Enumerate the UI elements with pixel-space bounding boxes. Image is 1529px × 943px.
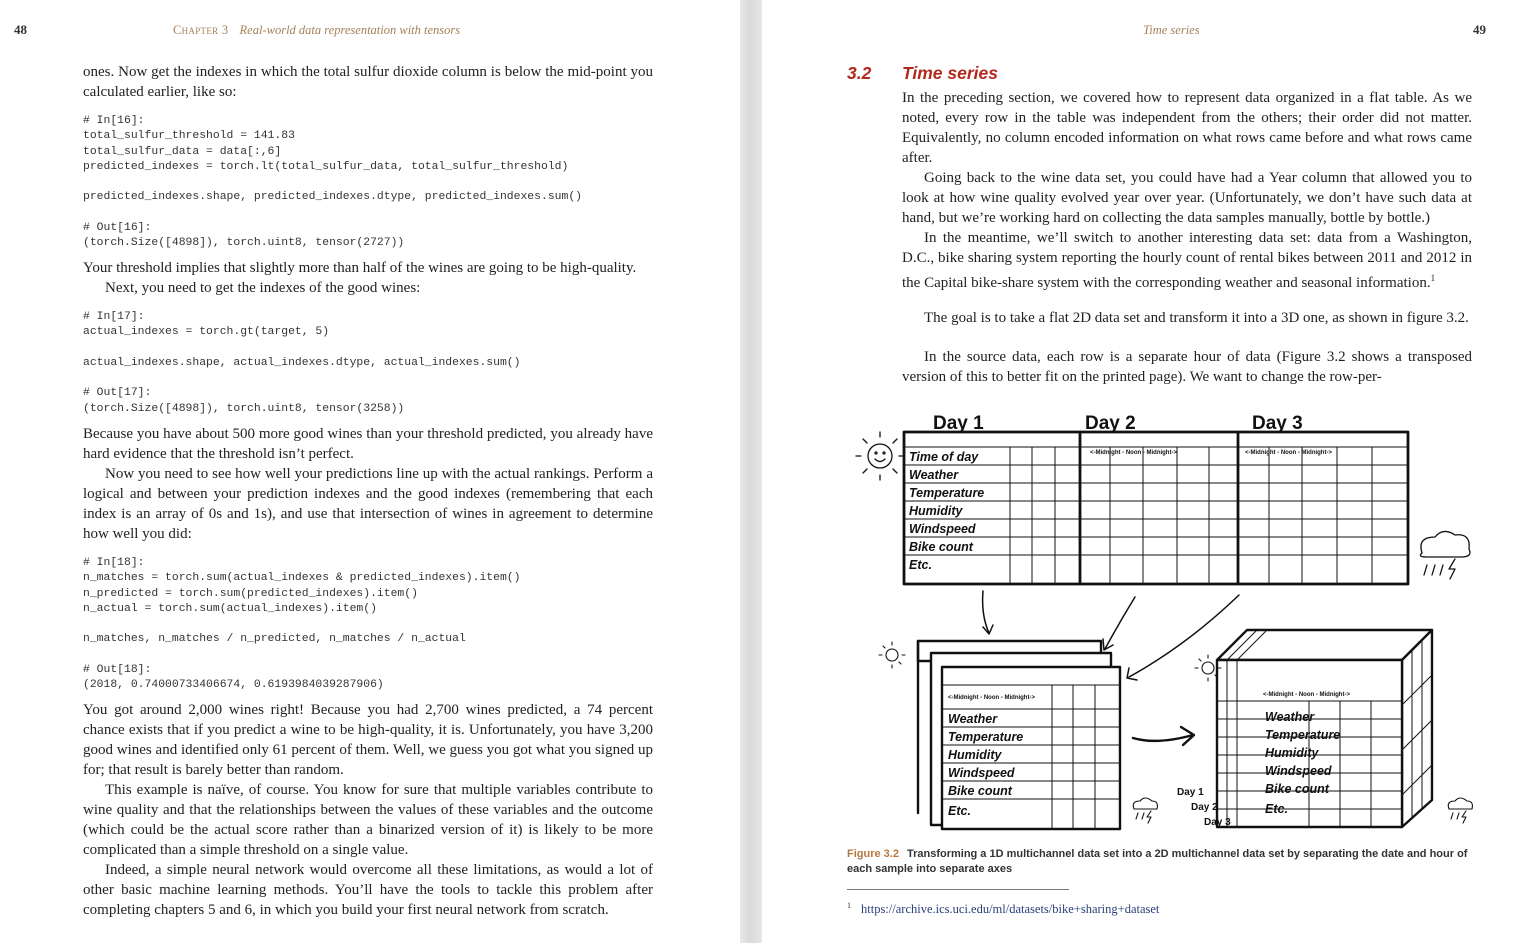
left-page bbox=[0, 0, 740, 943]
row-label: Bike count bbox=[1265, 782, 1329, 796]
cube-axis-label: Day 2 bbox=[1191, 802, 1218, 813]
row-label: Etc. bbox=[909, 558, 932, 572]
row-label: Temperature bbox=[909, 486, 985, 500]
row-label: Etc. bbox=[1265, 802, 1288, 816]
paragraph: Next, you need to get the indexes of the good wines: bbox=[105, 280, 421, 296]
row-label: Windspeed bbox=[1265, 764, 1332, 778]
figure-3-2 bbox=[847, 405, 1477, 835]
footnote-marker: 1 bbox=[1430, 273, 1436, 283]
running-head-chapter: Chapter 3 bbox=[173, 23, 229, 37]
paragraph: Now you need to see how well your predictions line up with the actual rankings. Perform a logical and between your prediction indexes and the good indexes (remembering that each index is an array of 0s and 1s), and use that intersection of wines in agreement to determine how well you did: bbox=[83, 466, 653, 542]
sun-icon bbox=[856, 432, 904, 480]
right-running-head: Time series bbox=[1143, 23, 1200, 37]
row-label: Bike count bbox=[909, 540, 973, 554]
cube-axis-label: Day 1 bbox=[1177, 787, 1204, 798]
row-label: Time of day bbox=[909, 450, 979, 464]
running-head-title: Real-world data representation with tensors bbox=[239, 23, 461, 37]
paragraph: You got around 2,000 wines right! Because you had 2,700 wines predicted, a 74 percent chance exists that if you predict a wine to be high-quality, it is. Unfortunately, you have 3,200 good wines and identified only 61 percent of them. Well, we guess you got what you signed up for; that result is barely better than random. bbox=[83, 702, 653, 778]
row-label: Windspeed bbox=[948, 766, 1015, 780]
paragraph: Going back to the wine data set, you could have had a Year column that allowed you to look at how wine quality evolved year over year. (Unfortunately, we don’t have such data at hand, but we’re working hard on collecting the data samples manually, bottle by bottle.) bbox=[902, 170, 1472, 226]
paragraph: ones. Now get the indexes in which the total sulfur dioxide column is below the mid-point you calculated earlier, like so: bbox=[83, 64, 653, 100]
row-label: Weather bbox=[1265, 710, 1315, 724]
row-label: Weather bbox=[948, 712, 998, 726]
hour-scale: <-Midnight - Noon - Midnight-> bbox=[1263, 692, 1350, 698]
storm-cloud-icon bbox=[1448, 798, 1472, 823]
row-label: Weather bbox=[909, 468, 959, 482]
row-label: Humidity bbox=[909, 504, 963, 518]
day-label: Day 3 bbox=[1252, 413, 1303, 434]
paragraph: Because you have about 500 more good wines than your threshold predicted, you already have hard evidence that the threshold isn’t perfect. bbox=[83, 426, 653, 462]
right-page-number: 49 bbox=[1473, 22, 1486, 37]
row-label: Bike count bbox=[948, 784, 1012, 798]
figure-caption-label: Figure 3.2 bbox=[847, 848, 899, 860]
figure-caption bbox=[847, 847, 1477, 877]
section-title: Time series bbox=[902, 63, 998, 83]
row-label: Temperature bbox=[948, 730, 1024, 744]
footnote-link[interactable]: https://archive.ics.uci.edu/ml/datasets/bike+sharing+dataset bbox=[861, 902, 1160, 917]
paragraph: In the meantime, we’ll switch to another interesting data set: data from a Washington, D.C., bike sharing system reporting the hourly count of rental bikes between 2011 and 2012 in the Capital bike-share system with the corresponding weather and seasonal information.$^1$ bbox=[902, 230, 1472, 291]
row-label: Humidity bbox=[1265, 746, 1319, 760]
day-label: Day 2 bbox=[1085, 413, 1136, 434]
storm-cloud-icon bbox=[1133, 798, 1157, 823]
section-number: 3.2 bbox=[847, 63, 872, 83]
cube-axis-label: Day 3 bbox=[1204, 817, 1231, 828]
hour-scale: <-Midnight - Noon - Midnight-> bbox=[1245, 450, 1332, 456]
right-page bbox=[762, 0, 1529, 943]
day-label: Day 1 bbox=[933, 413, 984, 434]
footnote-rule bbox=[847, 889, 1069, 890]
hour-scale: <-Midnight - Noon - Midnight-> bbox=[948, 695, 1035, 701]
row-label: Temperature bbox=[1265, 728, 1341, 742]
left-page-number: 48 bbox=[14, 22, 27, 37]
book-gutter bbox=[740, 0, 762, 943]
code-listing-17: # In[17]: actual_indexes = torch.gt(target, 5) actual_indexes.shape, actual_indexes.dtype, actual_indexes.sum() # Out[17]: (torch.Size([4898]), torch.uint8, tensor(3258)) bbox=[83, 311, 521, 415]
cube-top bbox=[1217, 630, 1432, 660]
paragraph: Your threshold implies that slightly more than half of the wines are going to be high-quality. bbox=[83, 260, 637, 276]
paragraph: The goal is to take a flat 2D data set and transform it into a 3D one, as shown in figure 3.2. bbox=[924, 310, 1469, 326]
code-listing-18: # In[18]: n_matches = torch.sum(actual_indexes & predicted_indexes).item() n_predicted = torch.sum(predicted_indexes).item() n_actual = torch.sum(actual_indexes).item() n_matches, n_matches / n_predicted, n_matches / n_actual # Out[18]: (2018, 0.74000733406674, 0.6193984039287906) bbox=[83, 557, 521, 692]
footnote bbox=[847, 901, 1159, 917]
paragraph: This example is naïve, of course. You know for sure that multiple variables contribute to wine quality and that the relationships between the values of these variables and the outcome (which could be the actual score rather than a binarized version of it) is likely to be more complicated than a simple threshold on a single value. bbox=[83, 782, 653, 858]
hour-scale: <-Midnight - Noon - Midnight-> bbox=[1090, 450, 1177, 456]
paragraph: Indeed, a simple neural network would overcome all these limitations, as would a lot of other basic machine learning methods. You’ll have the tools to tackle this problem after completing chapters 5 and 6, in which you build your first neural network from scratch. bbox=[83, 862, 653, 918]
sun-icon bbox=[879, 642, 905, 668]
figure-caption-text: Transforming a 1D multichannel data set into a 2D multichannel data set by separating the date and hour of each sample into separate axes bbox=[847, 848, 1468, 875]
storm-cloud-icon bbox=[1420, 531, 1470, 579]
paragraph: In the source data, each row is a separate hour of data (Figure 3.2 shows a transposed version of this to better fit on the printed page). We want to change the row-per- bbox=[902, 349, 1472, 385]
row-label: Etc. bbox=[948, 804, 971, 818]
paragraph: In the preceding section, we covered how to represent data organized in a flat table. As we noted, every row in the table was independent from the others; their order did not matter. Equivalently, no column encoded information on what rows came before and what rows came after. bbox=[902, 90, 1472, 166]
code-listing-16: # In[16]: total_sulfur_threshold = 141.83 total_sulfur_data = data[:,6] predicted_indexes = torch.lt(total_sulfur_data, total_sulfur_threshold) predicted_indexes.shape, predicted_indexes.dtype, predicted_indexes.sum() # Out[16]: (torch.Size([4898]), torch.uint8, tensor(2727)) bbox=[83, 115, 582, 250]
left-running-head bbox=[173, 23, 460, 38]
footnote-number: 1 bbox=[847, 901, 851, 910]
row-label: Humidity bbox=[948, 748, 1002, 762]
row-label: Windspeed bbox=[909, 522, 976, 536]
